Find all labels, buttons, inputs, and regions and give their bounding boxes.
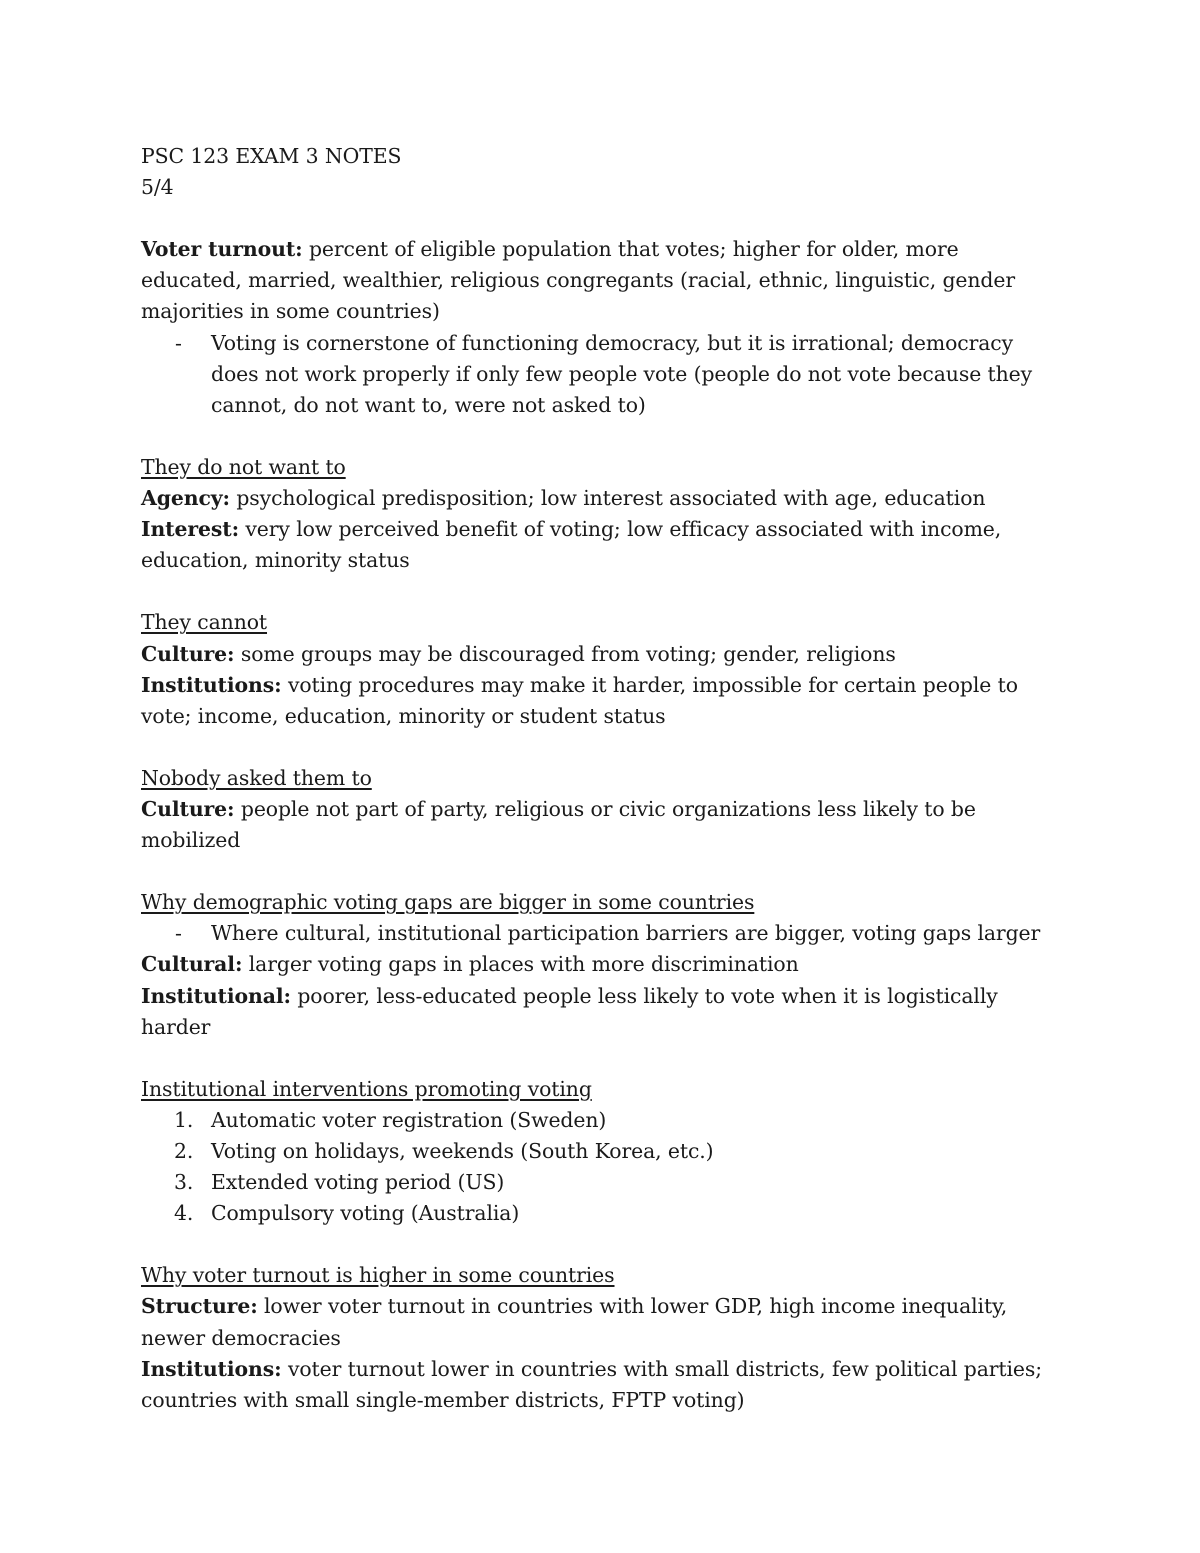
definition-item — [141, 483, 1061, 514]
term-text: very low perceived benefit of voting; low efficacy associated with income, education, minority status — [141, 517, 1002, 573]
term-text: poorer, less-educated people less likely to vote when it is logistically harder — [141, 983, 998, 1039]
bullet-marker: - — [175, 921, 182, 946]
spacer — [141, 576, 1061, 607]
term-label: Voter turnout: — [141, 237, 303, 262]
list-text: Compulsory voting (Australia) — [211, 1201, 520, 1226]
gaps-bullets — [141, 918, 1061, 949]
definition-item — [141, 1291, 1061, 1353]
bullet-marker: - — [175, 330, 182, 355]
voter-turnout-definition — [141, 234, 1061, 327]
interventions-list — [141, 1105, 1061, 1229]
section-heading-higher-turnout: Why voter turnout is higher in some countries — [141, 1263, 615, 1288]
term-label: Culture: — [141, 796, 235, 821]
term-label: Institutional: — [141, 983, 291, 1008]
bullet-text: Voting is cornerstone of functioning democracy, but it is irrational; democracy does not work properly if only few people vote (people do not vote because they cannot, do not want to, were not asked to) — [211, 330, 1033, 417]
definition-item — [141, 981, 1061, 1043]
bullet-item — [141, 328, 1061, 421]
list-number: 1. — [174, 1107, 194, 1132]
term-label: Institutions: — [141, 1356, 282, 1381]
term-label: Interest: — [141, 517, 239, 542]
term-text: lower voter turnout in countries with lower GDP, high income inequality, newer democracies — [141, 1294, 1008, 1350]
definition-item — [141, 949, 1061, 980]
term-label: Institutions: — [141, 672, 282, 697]
term-label: Culture: — [141, 641, 235, 666]
spacer — [141, 732, 1061, 763]
section-heading-cannot: They cannot — [141, 610, 268, 635]
term-text: larger voting gaps in places with more discrimination — [242, 952, 799, 977]
definition-item — [141, 670, 1061, 732]
section-heading-gaps: Why demographic voting gaps are bigger in some countries — [141, 890, 755, 915]
term-text: some groups may be discouraged from voting; gender, religions — [234, 641, 896, 666]
list-number: 4. — [174, 1201, 194, 1226]
definition-item — [141, 794, 1061, 856]
spacer — [141, 203, 1061, 234]
numbered-item — [141, 1198, 1061, 1229]
section-heading-dont-want: They do not want to — [141, 454, 346, 479]
bullet-item — [141, 918, 1061, 949]
document-page — [141, 141, 1061, 1416]
definition-item — [141, 514, 1061, 576]
list-text: Voting on holidays, weekends (South Korea, etc.) — [211, 1139, 714, 1163]
term-text: voter turnout lower in countries with small districts, few political parties; countries with small single-member districts, FPTP voting) — [141, 1356, 1043, 1412]
term-text: percent of eligible population that votes; higher for older, more educated, married, wealthier, religious congregants (racial, ethnic, linguistic, gender majorities in some countries) — [141, 237, 1015, 324]
term-label: Structure: — [141, 1294, 258, 1319]
spacer — [141, 1043, 1061, 1074]
spacer — [141, 856, 1061, 887]
spacer — [141, 1229, 1061, 1260]
document-title: PSC 123 EXAM 3 NOTES — [141, 144, 402, 168]
term-text: psychological predisposition; low interest associated with age, education — [229, 486, 986, 511]
term-label: Cultural: — [141, 952, 243, 977]
list-number: 2. — [174, 1139, 194, 1163]
voter-turnout-bullets — [141, 328, 1061, 421]
section-heading-nobody-asked: Nobody asked them to — [141, 765, 372, 790]
numbered-item — [141, 1136, 1061, 1167]
bullet-text: Where cultural, institutional participation barriers are bigger, voting gaps larger — [211, 921, 1041, 946]
definition-item — [141, 1354, 1061, 1416]
term-text: people not part of party, religious or civic organizations less likely to be mobilized — [141, 796, 976, 853]
list-text: Extended voting period (US) — [211, 1170, 505, 1195]
numbered-item — [141, 1105, 1061, 1136]
term-label: Agency: — [141, 486, 230, 511]
spacer — [141, 421, 1061, 452]
definition-item — [141, 639, 1061, 670]
list-text: Automatic voter registration (Sweden) — [211, 1107, 607, 1132]
term-text: voting procedures may make it harder, impossible for certain people to vote; income, education, minority or student status — [141, 672, 1018, 728]
section-heading-interventions: Institutional interventions promoting voting — [141, 1076, 592, 1101]
list-number: 3. — [174, 1170, 194, 1195]
numbered-item — [141, 1167, 1061, 1198]
document-date: 5/4 — [141, 175, 174, 200]
